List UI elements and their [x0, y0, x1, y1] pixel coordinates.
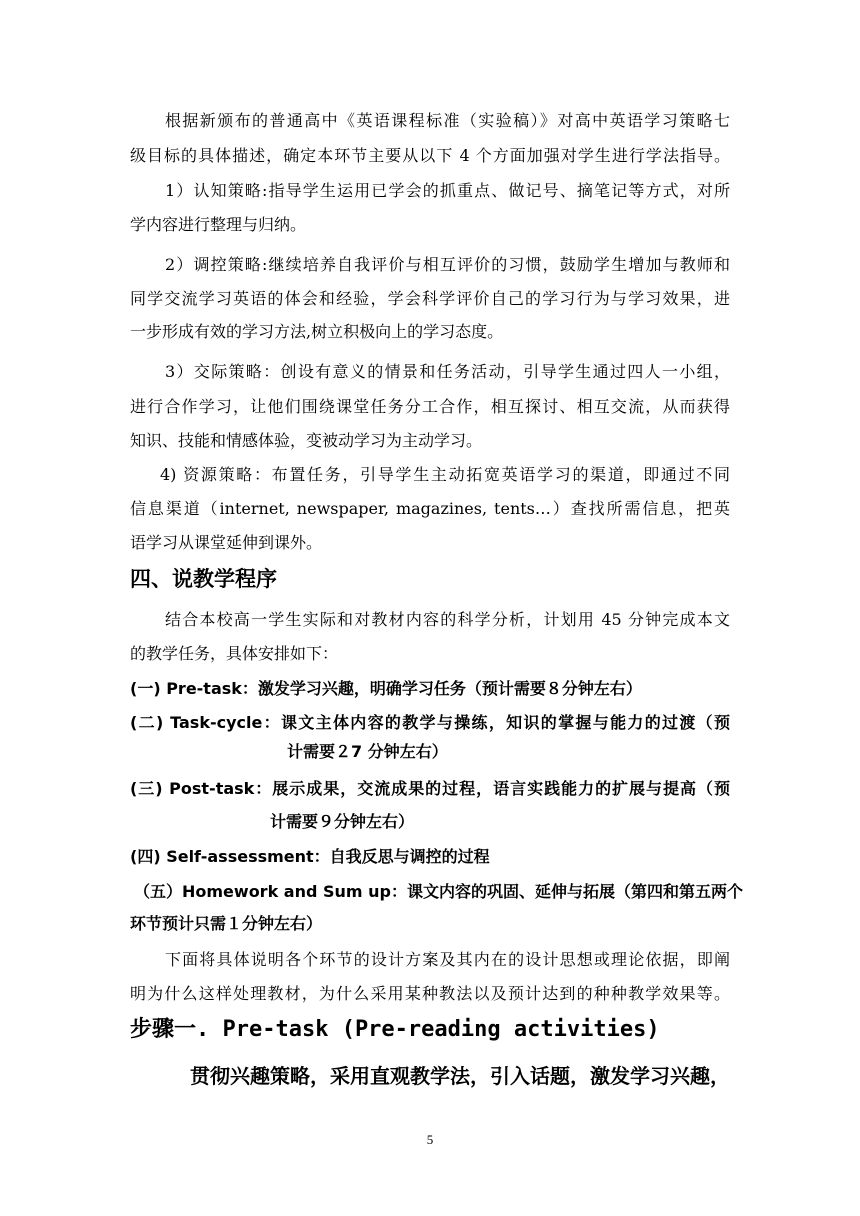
paragraph-line: 明为什么这样处理教材，为什么采用某种教法以及预计达到的种种教学效果等。	[130, 984, 730, 1003]
step-item-continued: 环节预计只需１分钟左右）	[130, 914, 323, 933]
step-heading-text: 步骤一. Pre-task (Pre-reading activities)	[130, 1017, 660, 1042]
strategy-3-line: 进行合作学习，让他们围绕课堂任务分工合作，相互探讨、相互交流，从而获得	[130, 397, 730, 416]
paragraph-line: 根据新颁布的普通高中《英语课程标准（实验稿）》对高中英语学习策略七	[165, 111, 730, 130]
section-heading: 四、说教学程序	[130, 567, 277, 591]
step-description: 贯彻兴趣策略，采用直观教学法，引入话题，激发学习兴趣，	[190, 1064, 730, 1088]
paragraph-line: 级目标的具体描述，确定本环节主要从以下 4 个方面加强对学生进行学法指导。	[130, 146, 730, 165]
paragraph-line: 的教学任务，具体安排如下：	[130, 644, 339, 663]
step-item: (一) Pre-task：激发学习兴趣，明确学习任务（预计需要８分钟左右）	[130, 679, 642, 698]
step-item-continued: 计需要２7 分钟左右）	[287, 742, 448, 761]
step-item: (四) Self-assessment：自我反思与调控的过程	[130, 847, 490, 866]
strategy-4-line: 语学习从课堂延伸到课外。	[130, 533, 323, 552]
strategy-2-line: 2）调控策略:继续培养自我评价与相互评价的习惯，鼓励学生增加与教师和	[165, 255, 730, 274]
strategy-2-line: 同学交流学习英语的体会和经验，学会科学评价自己的学习行为与学习效果，进	[130, 289, 730, 308]
step-heading	[130, 1016, 660, 1044]
strategy-1-line: 学内容进行整理与归纳。	[130, 215, 307, 234]
strategy-4-line: 信息渠道（internet, newspaper, magazines, tents…）查找所需信息，把英	[130, 499, 730, 518]
strategy-3-line: 3）交际策略：创设有意义的情景和任务活动，引导学生通过四人一小组，	[165, 362, 730, 381]
strategy-1-line: 1）认知策略:指导学生运用已学会的抓重点、做记号、摘笔记等方式，对所	[165, 181, 730, 200]
page-number: 5	[426, 1132, 434, 1147]
strategy-3-line: 知识、技能和情感体验，变被动学习为主动学习。	[130, 431, 483, 450]
step-item: (三) Post-task：展示成果，交流成果的过程，语言实践能力的扩展与提高（预	[130, 779, 730, 798]
step-item: (二) Task-cycle：课文主体内容的教学与操练，知识的掌握与能力的过渡（预	[130, 713, 730, 732]
paragraph-line: 下面将具体说明各个环节的设计方案及其内在的设计思想或理论依据，即阐	[165, 950, 730, 969]
strategy-2-line: 一步形成有效的学习方法,树立积极向上的学习态度。	[130, 322, 504, 341]
step-item: （五）Homework and Sum up：课文内容的巩固、延伸与拓展（第四和第五两个	[134, 882, 743, 901]
step-item-continued: 计需要９分钟左右）	[270, 812, 415, 831]
strategy-4-line: 4) 资源策略：布置任务，引导学生主动拓宽英语学习的渠道，即通过不同	[160, 465, 730, 484]
paragraph-line: 结合本校高一学生实际和对教材内容的科学分析，计划用 45 分钟完成本文	[165, 610, 730, 629]
